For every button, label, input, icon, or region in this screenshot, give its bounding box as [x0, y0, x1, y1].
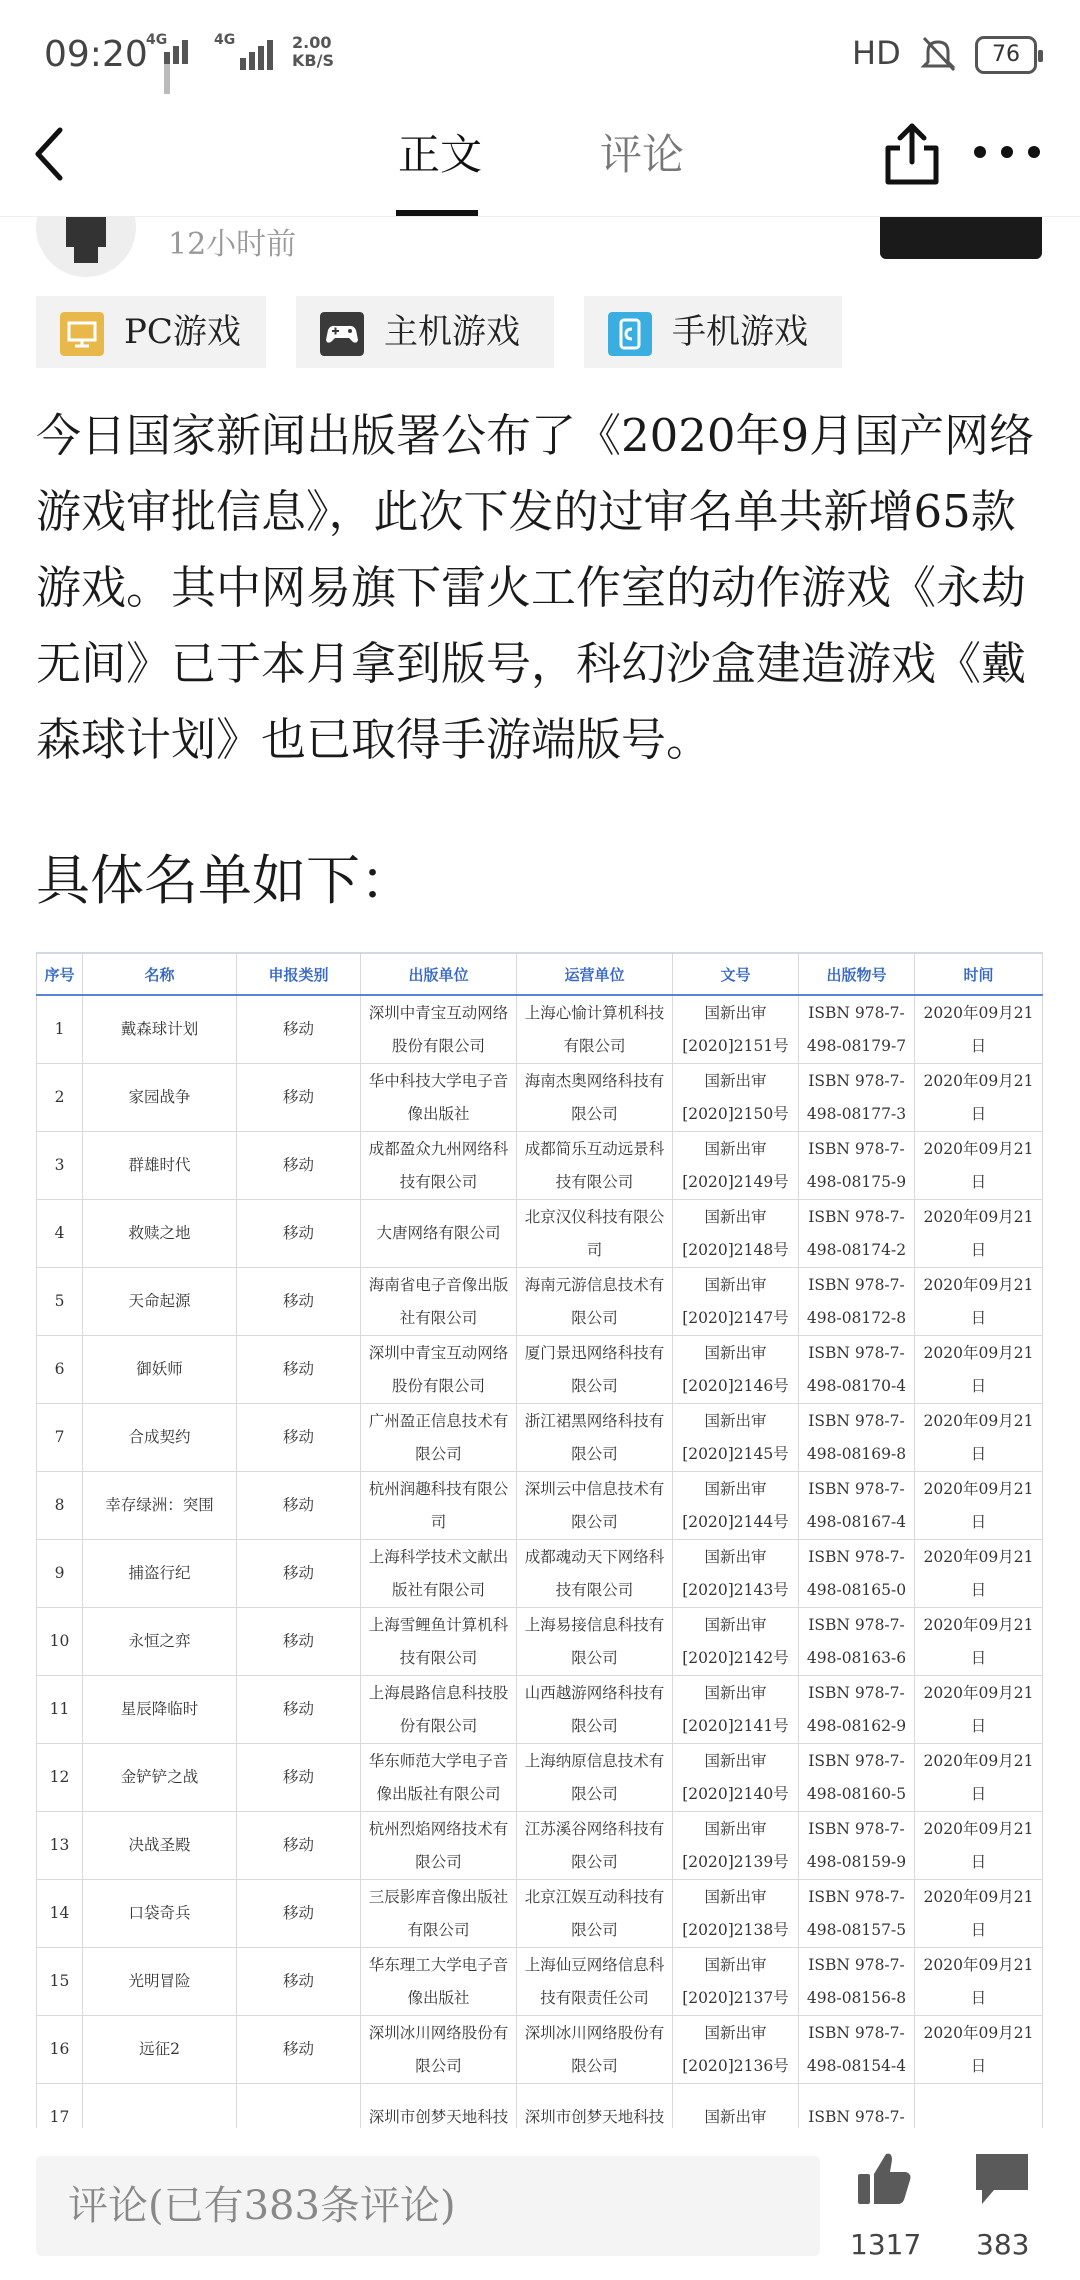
cell-type: 移动 [237, 1608, 361, 1676]
back-arrow-icon[interactable] [28, 124, 88, 184]
cell-no: 1 [37, 995, 83, 1064]
cell-operator: 深圳云中信息技术有限公司 [517, 1472, 673, 1540]
cell-publisher: 三辰影库音像出版社有限公司 [361, 1880, 517, 1948]
cell-date: 2020年09月21日 [915, 1404, 1043, 1472]
cell-publisher: 华东师范大学电子音像出版社有限公司 [361, 1744, 517, 1812]
cell-name: 星辰降临时 [83, 1676, 237, 1744]
cell-isbn: ISBN 978-7-498-08162-9 [799, 1676, 915, 1744]
table-row [37, 1268, 1043, 1336]
comment-count: 383 [976, 2228, 1030, 2261]
cell-no: 13 [37, 1812, 83, 1880]
cell-publisher: 成都盈众九州网络科技有限公司 [361, 1132, 517, 1200]
cell-isbn: ISBN 978-7-498-08165-0 [799, 1540, 915, 1608]
cell-name: 天命起源 [83, 1268, 237, 1336]
cell-publisher: 杭州烈焰网络技术有限公司 [361, 1812, 517, 1880]
top-nav [0, 100, 1080, 217]
cell-name: 捕盗行纪 [83, 1540, 237, 1608]
cell-no: 6 [37, 1336, 83, 1404]
cell-operator: 成都简乐互动远景科技有限公司 [517, 1132, 673, 1200]
monitor-icon [60, 312, 104, 356]
cell-no: 10 [37, 1608, 83, 1676]
cell-date: 2020年09月21日 [915, 1744, 1043, 1812]
col-header-operator: 运营单位 [517, 953, 673, 995]
table-row [37, 1540, 1043, 1608]
cell-doc: 国新出审[2020]2140号 [673, 1744, 799, 1812]
table-row [37, 1608, 1043, 1676]
cell-doc: 国新出审[2020]2144号 [673, 1472, 799, 1540]
approval-table [36, 952, 1043, 2152]
cell-date: 2020年09月21日 [915, 1948, 1043, 2016]
chip-console-games[interactable]: 主机游戏 [296, 296, 554, 368]
cell-type: 移动 [237, 1268, 361, 1336]
cell-operator: 成都魂动天下网络科技有限公司 [517, 1540, 673, 1608]
cell-type: 移动 [237, 1812, 361, 1880]
cell-no: 2 [37, 1064, 83, 1132]
table-row [37, 1812, 1043, 1880]
table-row [37, 1880, 1043, 1948]
cell-date: 2020年09月21日 [915, 1472, 1043, 1540]
cell-no: 9 [37, 1540, 83, 1608]
battery-indicator: 76 [975, 36, 1037, 74]
cell-operator: 海南杰奥网络科技有限公司 [517, 1064, 673, 1132]
col-header-type: 申报类别 [237, 953, 361, 995]
cell-operator: 上海仙豆网络信息科技有限责任公司 [517, 1948, 673, 2016]
cell-no: 16 [37, 2016, 83, 2084]
cell-no: 3 [37, 1132, 83, 1200]
cell-name: 戴森球计划 [83, 995, 237, 1064]
tab-comments[interactable]: 评论 [600, 130, 685, 179]
cell-doc: 国新出审 [673, 2084, 799, 2152]
cell-isbn: ISBN 978-7-498-08179-7 [799, 995, 915, 1064]
cell-publisher: 杭州润趣科技有限公司 [361, 1472, 517, 1540]
cell-no: 11 [37, 1676, 83, 1744]
cell-type: 移动 [237, 1540, 361, 1608]
col-header-date: 时间 [915, 953, 1043, 995]
cell-date: 2020年09月21日 [915, 1132, 1043, 1200]
cell-doc: 国新出审[2020]2137号 [673, 1948, 799, 2016]
cell-name: 御妖师 [83, 1336, 237, 1404]
col-header-no: 序号 [37, 953, 83, 995]
cell-type: 移动 [237, 1404, 361, 1472]
comment-input[interactable]: 评论(已有383条评论) [36, 2156, 820, 2256]
cell-no: 8 [37, 1472, 83, 1540]
table-row [37, 1064, 1043, 1132]
list-heading: 具体名单如下： [36, 849, 414, 912]
like-count: 1317 [850, 2228, 922, 2261]
cell-publisher: 华中科技大学电子音像出版社 [361, 1064, 517, 1132]
bottom-bar [0, 2128, 1080, 2280]
signal-icon-2: 4G [206, 36, 276, 70]
cell-date: 2020年09月21日 [915, 1540, 1043, 1608]
cell-isbn: ISBN 978-7-498-08169-8 [799, 1404, 915, 1472]
cell-operator: 海南元游信息技术有限公司 [517, 1268, 673, 1336]
cell-type: 移动 [237, 1132, 361, 1200]
cell-doc: 国新出审[2020]2136号 [673, 2016, 799, 2084]
clock: 09:20 [44, 34, 148, 75]
col-header-publisher: 出版单位 [361, 953, 517, 995]
cell-type: 移动 [237, 1880, 361, 1948]
cell-doc: 国新出审[2020]2149号 [673, 1132, 799, 1200]
signal-icon-1: 4G [146, 36, 192, 70]
article-paragraph: 今日国家新闻出版署公布了《2020年9月国产网络游戏审批信息》，此次下发的过审名单共新增65款游戏。其中网易旗下雷火工作室的动作游戏《永劫无间》已于本月拿到版号，科幻沙盒建造游戏《戴森球计划》也已取得手游端版号。 [36, 409, 1035, 766]
cell-publisher: 海南省电子音像出版社有限公司 [361, 1268, 517, 1336]
cell-name: 合成契约 [83, 1404, 237, 1472]
cell-doc: 国新出审[2020]2148号 [673, 1200, 799, 1268]
cell-isbn: ISBN 978-7-498-08154-4 [799, 2016, 915, 2084]
cell-date: 2020年09月21日 [915, 1676, 1043, 1744]
cell-doc: 国新出审[2020]2139号 [673, 1812, 799, 1880]
cell-date: 2020年09月21日 [915, 1812, 1043, 1880]
cell-isbn: ISBN 978-7- [799, 2084, 915, 2152]
cell-doc: 国新出审[2020]2142号 [673, 1608, 799, 1676]
cell-operator: 北京江娱互动科技有限公司 [517, 1880, 673, 1948]
cell-publisher: 深圳中青宝互动网络股份有限公司 [361, 995, 517, 1064]
cell-doc: 国新出审[2020]2146号 [673, 1336, 799, 1404]
cell-operator: 厦门景迅网络科技有限公司 [517, 1336, 673, 1404]
col-header-isbn: 出版物号 [799, 953, 915, 995]
table-row [37, 995, 1043, 1064]
cell-type: 移动 [237, 1336, 361, 1404]
cell-no: 15 [37, 1948, 83, 2016]
table-row [37, 1676, 1043, 1744]
cell-publisher: 深圳中青宝互动网络股份有限公司 [361, 1336, 517, 1404]
table-row [37, 1948, 1043, 2016]
cell-type: 移动 [237, 1472, 361, 1540]
cell-operator: 深圳冰川网络股份有限公司 [517, 2016, 673, 2084]
cell-isbn: ISBN 978-7-498-08160-5 [799, 1744, 915, 1812]
col-header-doc: 文号 [673, 953, 799, 995]
thumbs-up-icon[interactable] [854, 2148, 914, 2208]
cell-operator: 上海纳原信息技术有限公司 [517, 1744, 673, 1812]
more-options-icon[interactable] [972, 144, 1042, 160]
avatar-robot-icon [36, 217, 136, 277]
cell-isbn: ISBN 978-7-498-08163-6 [799, 1608, 915, 1676]
cell-isbn: ISBN 978-7-498-08170-4 [799, 1336, 915, 1404]
cell-date: 2020年09月21日 [915, 1880, 1043, 1948]
table-row [37, 1472, 1043, 1540]
cell-doc: 国新出审[2020]2143号 [673, 1540, 799, 1608]
cell-date: 2020年09月21日 [915, 2016, 1043, 2084]
network-speed: 2.00 KB/S [292, 33, 334, 70]
phone-icon [608, 312, 652, 356]
cell-date: 2020年09月21日 [915, 995, 1043, 1064]
table-row [37, 1200, 1043, 1268]
cell-doc: 国新出审[2020]2145号 [673, 1404, 799, 1472]
cell-no: 12 [37, 1744, 83, 1812]
cell-operator: 深圳市创梦天地科技 [517, 2084, 673, 2152]
cell-date: 2020年09月21日 [915, 1336, 1043, 1404]
follow-button[interactable] [880, 217, 1042, 259]
cell-name: 光明冒险 [83, 1948, 237, 2016]
cell-name: 家园战争 [83, 1064, 237, 1132]
comment-icon[interactable] [972, 2150, 1032, 2208]
col-header-name: 名称 [83, 953, 237, 995]
table-row [37, 1404, 1043, 1472]
cell-doc: 国新出审[2020]2150号 [673, 1064, 799, 1132]
cell-publisher: 大唐网络有限公司 [361, 1200, 517, 1268]
active-tab-indicator [396, 210, 478, 216]
cell-name: 决战圣殿 [83, 1812, 237, 1880]
cell-type: 移动 [237, 2016, 361, 2084]
chip-mobile-games[interactable]: 手机游戏 [584, 296, 842, 368]
hd-indicator: HD [852, 34, 901, 72]
cell-type: 移动 [237, 995, 361, 1064]
cell-no: 4 [37, 1200, 83, 1268]
cell-name: 幸存绿洲：突围 [83, 1472, 237, 1540]
cell-type: 移动 [237, 1200, 361, 1268]
cell-isbn: ISBN 978-7-498-08167-4 [799, 1472, 915, 1540]
cell-publisher: 上海雪鲤鱼计算机科技有限公司 [361, 1608, 517, 1676]
cell-name: 金铲铲之战 [83, 1744, 237, 1812]
cell-doc: 国新出审[2020]2138号 [673, 1880, 799, 1948]
cell-name: 救赎之地 [83, 1200, 237, 1268]
cell-isbn: ISBN 978-7-498-08157-5 [799, 1880, 915, 1948]
cell-date: 2020年09月21日 [915, 1064, 1043, 1132]
gamepad-icon [320, 312, 364, 356]
share-icon[interactable] [882, 118, 942, 188]
cell-publisher: 华东理工大学电子音像出版社 [361, 1948, 517, 2016]
cell-type: 移动 [237, 1744, 361, 1812]
cell-no: 17 [37, 2084, 83, 2152]
cell-isbn: ISBN 978-7-498-08175-9 [799, 1132, 915, 1200]
cell-operator: 上海易接信息科技有限公司 [517, 1608, 673, 1676]
cell-name: 永恒之弈 [83, 1608, 237, 1676]
table-row [37, 1336, 1043, 1404]
cell-no: 5 [37, 1268, 83, 1336]
chip-pc-games[interactable]: PC游戏 [36, 296, 266, 368]
cell-isbn: ISBN 978-7-498-08174-2 [799, 1200, 915, 1268]
cell-operator: 山西越游网络科技有限公司 [517, 1676, 673, 1744]
cell-publisher: 广州盈正信息技术有限公司 [361, 1404, 517, 1472]
table-row [37, 1744, 1043, 1812]
cell-type: 移动 [237, 1064, 361, 1132]
cell-publisher: 上海晨路信息科技股份有限公司 [361, 1676, 517, 1744]
cell-doc: 国新出审[2020]2151号 [673, 995, 799, 1064]
cell-operator: 北京汉仪科技有限公司 [517, 1200, 673, 1268]
cell-name: 群雄时代 [83, 1132, 237, 1200]
cell-publisher: 上海科学技术文献出版社有限公司 [361, 1540, 517, 1608]
cell-publisher: 深圳市创梦天地科技 [361, 2084, 517, 2152]
cell-isbn: ISBN 978-7-498-08172-8 [799, 1268, 915, 1336]
cell-name: 远征2 [83, 2016, 237, 2084]
avatar[interactable] [36, 217, 136, 277]
mute-icon [918, 34, 958, 74]
author-info [0, 217, 1080, 277]
post-time: 12小时前 [168, 227, 297, 262]
cell-operator: 上海心愉计算机科技有限公司 [517, 995, 673, 1064]
cell-isbn: ISBN 978-7-498-08156-8 [799, 1948, 915, 2016]
cell-date: 2020年09月21日 [915, 1268, 1043, 1336]
table-row [37, 2016, 1043, 2084]
cell-doc: 国新出审[2020]2141号 [673, 1676, 799, 1744]
cell-no: 14 [37, 1880, 83, 1948]
cell-operator: 江苏溪谷网络科技有限公司 [517, 1812, 673, 1880]
cell-isbn: ISBN 978-7-498-08159-9 [799, 1812, 915, 1880]
table-row [37, 1132, 1043, 1200]
cell-isbn: ISBN 978-7-498-08177-3 [799, 1064, 915, 1132]
cell-publisher: 深圳冰川网络股份有限公司 [361, 2016, 517, 2084]
cell-type: 移动 [237, 1676, 361, 1744]
cell-date: 2020年09月21日 [915, 1200, 1043, 1268]
cell-name: 口袋奇兵 [83, 1880, 237, 1948]
cell-type: 移动 [237, 1948, 361, 2016]
status-bar [0, 0, 1080, 100]
cell-date: 2020年09月21日 [915, 1608, 1043, 1676]
cell-doc: 国新出审[2020]2147号 [673, 1268, 799, 1336]
table-header-row [37, 953, 1043, 995]
cell-no: 7 [37, 1404, 83, 1472]
tab-article[interactable]: 正文 [398, 130, 483, 179]
cell-operator: 浙江裙黑网络科技有限公司 [517, 1404, 673, 1472]
